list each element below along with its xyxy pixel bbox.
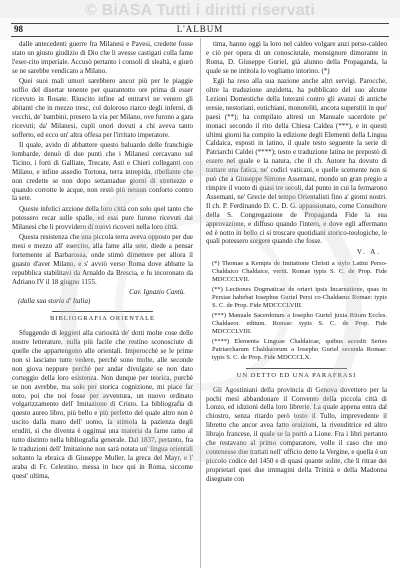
header-bottom-rule (11, 36, 389, 37)
section-title: BIBLIOGRAFIA ORIENTALE (49, 315, 156, 323)
copyright-watermark: © BiASA Tutti i diritti riservati (85, 2, 315, 19)
author-signature: Cav. Ignazio Cantù. (129, 288, 185, 297)
paragraph: Il quale, avido di abbattere questo baluardo delle franchigie lombarde, denuò di due punti che i Milanesi cercavano sul Ticino, i forti di Galliate, Trecate, Asti e Chieri colleganti con Milano, e infine assedio Tortona, terra intrepida, ribellante che non credette se non dopo settantadue giorni di strettezze e quando corrotte le acque, non restò più nessun conforto contro la sete. (12, 140, 193, 203)
section-divider (246, 368, 347, 369)
paragraph: dalle antecedenti guerre fra Milanesi e Pavesi, credette fosse stato un giusto giudizio di Dio che li avesse castigati colla fame l'eser-cito imperiale. Accusò pertanto i consoli di slealtà, e giurò se ne sarebbe vendicato a Milano. (12, 40, 193, 75)
column-divider (200, 38, 201, 568)
footnote: (**) Lectiones Dogmaticae de ortavt ipsis Incarnatione, quas in Persiae habebat Iosephus Guriel Persi co-Chaldaeus Romae: typis S. C. de Prop. Fide MDCCCLVIII. (212, 285, 387, 310)
footnote: (*) Thomae a Kempis de Imitatione Christi a stylo Latini Perso-Chaldaico Chaldaice, vertit. Romae typis S. C. de Prop. Fide MDCCCLVII. (212, 259, 387, 284)
paragraph: Gli Agostiniani della provincia di Genova dovettero per la pochi mesi abbandonare il Convento della piccola città di Lonzo, ed idizioni della loro librerie. La quale appena entra dal chiostro, senza ritardo però tosto il Tullo, imprevedente il libretto che ancor avea fatto eruizioni, la rivenditrice ed altro librajo francese, il quale se la portò a Lione. Fra i libri pertanto che restavano al primo comparatore, volle il caso che uno contenesse due trattati nell' ufficio detto la Vergine, e quella è un piccolo codice del 1450 e di quasi quante solite, che li ritrae dei proprietari quei due immagini della Trinità e della Madonna disegnate con (206, 385, 387, 483)
page-number: 98 (14, 24, 23, 34)
paragraph: Quei suoi mali umori sarebbero ancor più per le piaggie soffio del disertar tenente per quarantotto ore prima di esser ricevuto in Rosate. Riuscito infine ad entrarvi ne venero gli abitanti che in mezzo tresc, col doloroso riarco degli inferni, di vecchi, de' bambini, presero la via per Milano, ove furono a gara ricevuti; da' Milanesi, cupli onori dovuti a chi aveva tanto sofferto, ed ecco un' altra offesa per l'irritato imperatore. (12, 77, 193, 139)
paragraph: Queste infelici azzione della loro città con solo quel tanto che potessero recar sulle spalle, ed essi pure furono ricevuti dai Milanesi che li provvidero di nuovi ricoveri nella loro città. (12, 204, 193, 231)
author-initials: V. A. (356, 247, 381, 256)
right-column (206, 40, 387, 568)
page-header (0, 0, 400, 40)
running-title: L'ALBUM (176, 24, 224, 34)
paragraph: Egli ha reso alla sua nazione anche altri servigi. Parocche, oltre la traduzione anzidetta, ha pubblicato del suo alcune Lezioni Domestiche della luterani contro gli avanzi di antiche eresie, nestoriani, eutichiani, monoteliti, ancora superstiti in que' paesi (**); ha compilato altresì un Manuale sacerdote pe' monaci secondo il rito della Chiesa Caldea (***), e in questi ultimi giorni ha compito la edizione degli Elementi della Lingua Caldaica, esposti in latino, il quale testo seguente la serie di Patriarchi Caldei (****); testo e traduzione latina ne prepostò di essere nel quale e la natura, che il ch. Autore ha dovuto di trattare una fatica, ne' codici vaticani, e quelle scemente non si può che a Giuseppe Simone Assemani, mondo un gran pregio a rimpire il vuoto di quasi tre secoli, dal punto in cui la fermarono Assemani, ne' Grecie del tempo Orientalisti fino a' giorni nostri. Il ch. P. Ferdinando D. C. D. G. appassionato, come Consultore della S. Congregazione de Propaganda Fide la sua approvazione, e diffuso quando l'intero, e dove egli affermano ed è notto in bello ci si troscare quotidiani storico-teologiche, le quali potessero sorgere quando che fosse. (206, 77, 387, 246)
paragraph: Questa resistenza che una piccola terra aveva opposto per due mesi e mezzo all' esercito, alla fame alla sete, diede a pensar fortemente al Barbarossa, onde stimò dimettere per allora il guasto d'aver Milano, e s' avviò verso Roma dove abbatte la repubblica stabilitavi da Arnaldo da Brescia, e fu incoronato da Adriano IV il 18 giugno 1155. (12, 233, 193, 286)
footnote: (***) Manuale Sacerdotum a Iosepho Guriel juxta Ritum Eccles. Chaldaeor. editum. Romae: typis S. C. de Prop. Fide MDCCCLVIII. (212, 311, 387, 336)
footnote: (****) Elementa Linguae Chaldaicae, quibus accedit Series Patriarcharum Chaldaeorum a Iosepho Guriel secunda Romae: typis S. C. de Prop. Fide MDCCCLX. (212, 338, 387, 362)
paragraph: tima, hanno oggi la loro nel caldeo volgare anzi perso-caldeo e ciò per opera di un conosciutale, monsignore dimorante in Roma, D. Giuseppe Guriel, già alunno della Propaganda, la quale se ne intitola lo vogliamo intorino. (*) (206, 40, 387, 75)
section-divider (52, 311, 153, 312)
left-column (12, 40, 193, 568)
source-note: (dalla sua storia d' Italia) (18, 297, 91, 306)
section-title: UN DETTO ED UNA PARAFRASI (236, 371, 357, 379)
paragraph: Sfuggendo di leggieri alla curiosità de' dotti molte cose delle nostre letterature, nulla più facile che restino sconosciute di quelle che appartengono alle orientali. Imperocchè se le prime non si lasciano tutte vedere, perchè sono molte, alle seconde non giova neppure perchè per andar divulgate se non dato corteggio della loro esistenza. Non dunque per teorica, purchè se non avrebbe, ma solo per storica cognizione, mi piace far noto, poi che noi fosse per avventura, un nuovo ordinato volgarizzamento dell' Imitazione di Cristo. La bibliografia di questo aureo libro, più bello e più perfetto del quale altro non è uscito dalla mano dell' uomo, la stimola la pazienza degli eruditi, sì che diventa è oggimai una materia da farne ramo al tutto distinto nella bibliografia generale. Dal 1837, pertanto, fra le traduzioni dell' Imitazione non sarà notata un' lingua orientali soltanto la ebraica di Giuseppe Muller, la greca del Mayr, e l' araba di Fr. Celestino. messa in luce qui in Roma, siccome quest' ultima, (12, 329, 193, 480)
